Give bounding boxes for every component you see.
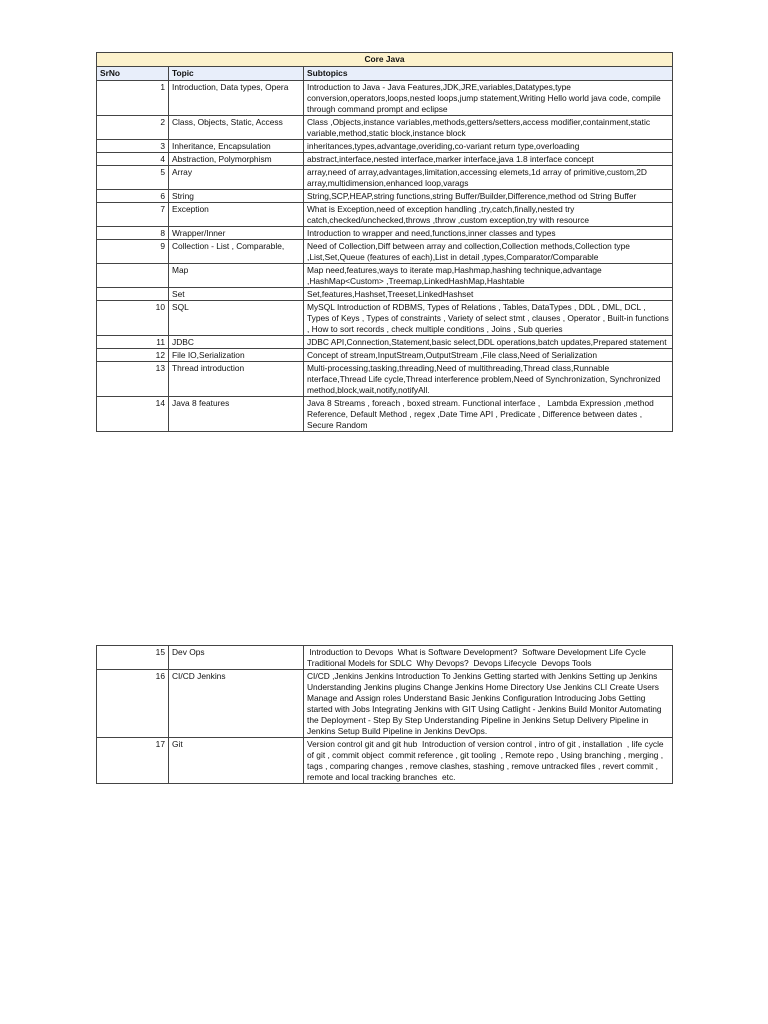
table-body <box>97 81 673 432</box>
row-subtopics: CI/CD ,Jenkins Jenkins Introduction To Jenkins Getting started with Jenkins Setting up Jenkins Understanding Jenkins plugins Change Jenkins Home Directory Use Jenkins CLI Create Users Manage and Assign roles Understand Basic Jenkins Configuration Introducing Jobs Getting started with Jobs Integrating Jenkins with GIT Using Catlight - Jenkins Build Monitor Automating the Deployment - Step By Step Understanding Pipeline in Jenkins Setup Delivery Pipeline in Jenkins Setup Build Pipeline in Jenkins DevOps. <box>304 670 673 738</box>
row-subtopics: Need of Collection,Diff between array and collection,Collection methods,Collection type ,List,Set,Queue (features of each),List in detail ,types,Comparator/Comparable <box>304 240 673 264</box>
row-srno: 16 <box>97 670 169 738</box>
table-row <box>97 336 673 349</box>
table-header-row <box>97 67 673 81</box>
row-subtopics: String,SCP,HEAP,string functions,string Buffer/Builder,Difference,method od String Buffer <box>304 190 673 203</box>
row-topic: Array <box>169 166 304 190</box>
row-topic: JDBC <box>169 336 304 349</box>
row-topic: File IO,Serialization <box>169 349 304 362</box>
row-topic: Map <box>169 264 304 288</box>
table-row <box>97 738 673 784</box>
row-subtopics: Java 8 Streams , foreach , boxed stream. Functional interface , Lambda Expression ,method Reference, Default Method , regex ,Date Time API , Predicate , Difference between dates , Secure Random <box>304 397 673 432</box>
row-srno: 15 <box>97 646 169 670</box>
row-subtopics: Version control git and git hub Introduction of version control , intro of git , installation , life cycle of git , commit object commit reference , git tooling , Remote repo , Using branching , merging , tags , comparing changes , remove clashes, stashing , remove untracked files , revert commit , remote and local tracking branches etc. <box>304 738 673 784</box>
row-topic: Abstraction, Polymorphism <box>169 153 304 166</box>
row-topic: SQL <box>169 301 304 336</box>
row-topic: Wrapper/Inner <box>169 227 304 240</box>
row-topic: Exception <box>169 203 304 227</box>
table-row <box>97 301 673 336</box>
table-row <box>97 646 673 670</box>
row-srno: 7 <box>97 203 169 227</box>
row-topic: Thread introduction <box>169 362 304 397</box>
row-srno: 17 <box>97 738 169 784</box>
header-subtopics: Subtopics <box>304 67 673 81</box>
row-srno: 11 <box>97 336 169 349</box>
row-subtopics: Concept of stream,InputStream,OutputStream ,File class,Need of Serialization <box>304 349 673 362</box>
table-row <box>97 288 673 301</box>
row-subtopics: Class ,Objects,instance variables,methods,getters/setters,access modifier,containment,static variable,method,static block,instance block <box>304 116 673 140</box>
row-topic: Inheritance, Encapsulation <box>169 140 304 153</box>
table-row <box>97 670 673 738</box>
table-row <box>97 140 673 153</box>
header-srno: SrNo <box>97 67 169 81</box>
row-subtopics: Set,features,Hashset,Treeset,LinkedHashset <box>304 288 673 301</box>
row-subtopics: array,need of array,advantages,limitation,accessing elemets,1d array of primitive,custom,2D array,multidimension,enhanced loop,varags <box>304 166 673 190</box>
core-java-table <box>96 52 673 432</box>
row-srno: 5 <box>97 166 169 190</box>
row-subtopics: MySQL Introduction of RDBMS, Types of Relations , Tables, DataTypes , DDL , DML, DCL , Types of Keys , Types of constraints , Variety of select stmt , clauses , Operator , Built-in functions , How to sort records , check multiple conditions , Joins , Sub queries <box>304 301 673 336</box>
row-topic: Git <box>169 738 304 784</box>
table-row <box>97 227 673 240</box>
row-topic: Class, Objects, Static, Access <box>169 116 304 140</box>
row-subtopics: What is Exception,need of exception handling ,try,catch,finally,nested try catch,checked/unchecked,throws ,throw ,custom exception,try with resource <box>304 203 673 227</box>
row-subtopics: abstract,interface,nested interface,marker interface,java 1.8 interface concept <box>304 153 673 166</box>
header-topic: Topic <box>169 67 304 81</box>
table-body <box>97 646 673 784</box>
table-title: Core Java <box>97 53 673 67</box>
row-srno: 12 <box>97 349 169 362</box>
table-row <box>97 190 673 203</box>
row-srno: 13 <box>97 362 169 397</box>
row-topic: String <box>169 190 304 203</box>
row-topic: Set <box>169 288 304 301</box>
row-srno: 2 <box>97 116 169 140</box>
row-topic: CI/CD Jenkins <box>169 670 304 738</box>
row-srno <box>97 288 169 301</box>
table-row <box>97 166 673 190</box>
row-topic: Introduction, Data types, Opera <box>169 81 304 116</box>
devops-table <box>96 645 673 784</box>
table-title-row <box>97 53 673 67</box>
row-srno: 6 <box>97 190 169 203</box>
table-row <box>97 81 673 116</box>
table-row <box>97 153 673 166</box>
table-row <box>97 349 673 362</box>
row-topic: Dev Ops <box>169 646 304 670</box>
row-srno: 10 <box>97 301 169 336</box>
table-row <box>97 203 673 227</box>
row-subtopics: Multi-processing,tasking,threading,Need of multithreading,Thread class,Runnable nterface,Thread Life cycle,Thread interference problem,Need of Synchronization, Synchronized method,block,wait,notify,notifyAll. <box>304 362 673 397</box>
table-row <box>97 264 673 288</box>
row-subtopics: Introduction to wrapper and need,functions,inner classes and types <box>304 227 673 240</box>
row-srno <box>97 264 169 288</box>
row-subtopics: JDBC API,Connection,Statement,basic select,DDL operations,batch updates,Prepared statement <box>304 336 673 349</box>
table-row <box>97 397 673 432</box>
row-srno: 9 <box>97 240 169 264</box>
table-row <box>97 116 673 140</box>
row-subtopics: inheritances,types,advantage,overiding,co-variant return type,overloading <box>304 140 673 153</box>
table-row <box>97 240 673 264</box>
row-subtopics: Introduction to Java - Java Features,JDK,JRE,variables,Datatypes,type conversion,operators,loops,nested loops,jump statement,Writing Hello world java code, compile through command prompt and eclipse <box>304 81 673 116</box>
row-subtopics: Introduction to Devops What is Software Development? Software Development Life Cycle Traditional Models for SDLC Why Devops? Devops Lifecycle Devops Tools <box>304 646 673 670</box>
row-topic: Java 8 features <box>169 397 304 432</box>
table-row <box>97 362 673 397</box>
row-srno: 3 <box>97 140 169 153</box>
row-srno: 8 <box>97 227 169 240</box>
row-srno: 4 <box>97 153 169 166</box>
row-subtopics: Map need,features,ways to iterate map,Hashmap,hashing technique,advantage ,HashMap<Custom> ,Treemap,LinkedHashMap,Hashtable <box>304 264 673 288</box>
row-srno: 1 <box>97 81 169 116</box>
row-topic: Collection - List , Comparable, <box>169 240 304 264</box>
row-srno: 14 <box>97 397 169 432</box>
